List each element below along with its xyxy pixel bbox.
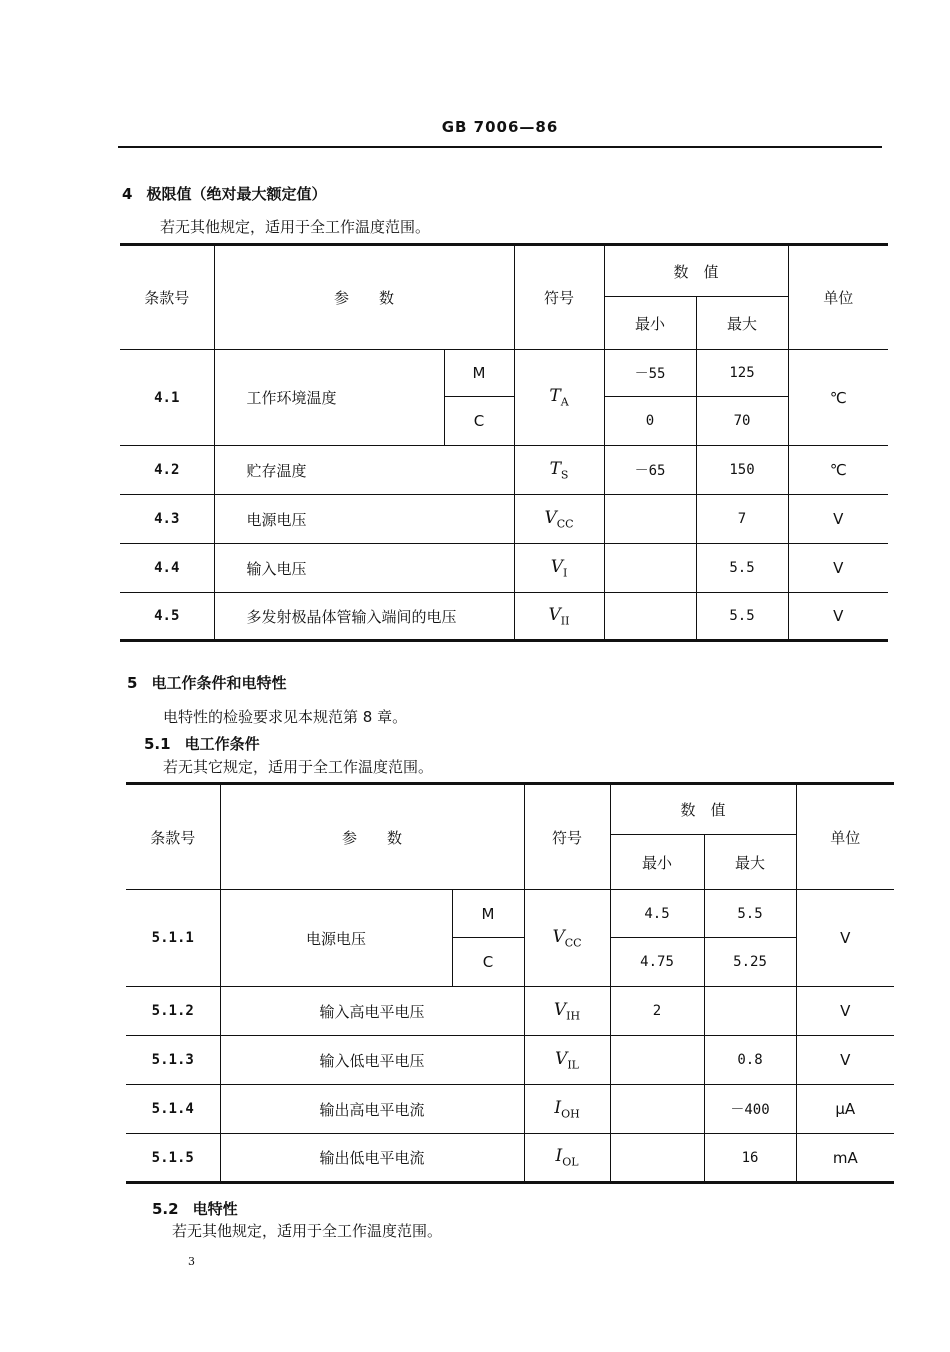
grade-c: C — [452, 938, 524, 987]
clause-cell: 5.1.2 — [126, 987, 220, 1036]
symbol-cell: $V_{II}$ — [514, 593, 604, 641]
section-5-2-heading — [152, 1198, 238, 1219]
table-row — [126, 987, 894, 1036]
unit-cell: V — [788, 544, 888, 593]
max-4-1-m: 125 — [696, 350, 788, 397]
param-cell: 输入电压 — [214, 544, 514, 593]
section-5-2-note: 若无其他规定，适用于全工作温度范围。 — [172, 1222, 443, 1240]
unit-cell: V — [796, 1036, 894, 1085]
section-5-2-title: 电特性 — [192, 1200, 238, 1218]
unit-cell: V — [788, 495, 888, 544]
symbol-4-1: $T_A$ — [514, 350, 604, 446]
max-cell: 5.5 — [696, 593, 788, 641]
section-5-title: 电工作条件和电特性 — [151, 674, 287, 692]
clause-cell: 5.1.5 — [126, 1134, 220, 1183]
unit-cell: mA — [796, 1134, 894, 1183]
header-clause: 条款号 — [120, 245, 214, 350]
section-5-1-title: 电工作条件 — [184, 735, 260, 753]
min-cell — [604, 593, 696, 641]
section-5-1-note: 若无其它规定，适用于全工作温度范围。 — [163, 758, 434, 776]
clause-cell: 4.3 — [120, 495, 214, 544]
param-4-1: 工作环境温度 — [214, 350, 444, 446]
min-5-1-1-m: 4.5 — [610, 890, 704, 938]
document-header: GB 7006—86 — [441, 118, 559, 136]
grade-c: C — [444, 397, 514, 446]
max-cell: 0.8 — [704, 1036, 796, 1085]
header-param: 参 数 — [214, 245, 514, 350]
section-5-number: 5 — [127, 674, 138, 692]
header-symbol: 符号 — [514, 245, 604, 350]
unit-cell: V — [796, 987, 894, 1036]
min-4-1-c: 0 — [604, 397, 696, 446]
header-min: 最小 — [610, 835, 704, 890]
min-4-1-m: －55 — [604, 350, 696, 397]
unit-5-1-1: V — [796, 890, 894, 987]
operating-conditions-table — [126, 782, 894, 1184]
section-4-title: 极限值（绝对最大额定值） — [146, 185, 327, 203]
max-cell: 150 — [696, 446, 788, 495]
table-row — [126, 1036, 894, 1085]
header-min: 最小 — [604, 297, 696, 350]
max-cell — [704, 987, 796, 1036]
table-row — [120, 446, 888, 495]
header-unit: 单位 — [796, 784, 894, 890]
max-5-1-1-m: 5.5 — [704, 890, 796, 938]
min-cell: 2 — [610, 987, 704, 1036]
param-cell: 输入高电平电压 — [220, 987, 524, 1036]
min-5-1-1-c: 4.75 — [610, 938, 704, 987]
section-5-1-heading — [144, 733, 260, 754]
table-row — [120, 495, 888, 544]
section-4-heading — [122, 183, 326, 204]
table-row — [120, 593, 888, 641]
param-cell: 输入低电平电压 — [220, 1036, 524, 1085]
header-symbol: 符号 — [524, 784, 610, 890]
grade-m: M — [452, 890, 524, 938]
param-cell: 多发射极晶体管输入端间的电压 — [214, 593, 514, 641]
symbol-cell: $V_{IL}$ — [524, 1036, 610, 1085]
min-cell — [610, 1085, 704, 1134]
clause-cell: 5.1.3 — [126, 1036, 220, 1085]
symbol-cell: $I_{OH}$ — [524, 1085, 610, 1134]
max-cell: 16 — [704, 1134, 796, 1183]
table-row — [126, 1134, 894, 1183]
max-cell: 5.5 — [696, 544, 788, 593]
section-5-1-number: 5.1 — [144, 735, 171, 753]
clause-cell: 5.1.4 — [126, 1085, 220, 1134]
section-5-2-number: 5.2 — [152, 1200, 179, 1218]
symbol-cell: $I_{OL}$ — [524, 1134, 610, 1183]
symbol-cell: $V_{IH}$ — [524, 987, 610, 1036]
table-row — [126, 1085, 894, 1134]
clause-4-1: 4.1 — [120, 350, 214, 446]
header-value: 数 值 — [604, 245, 788, 297]
unit-cell: V — [788, 593, 888, 641]
unit-4-1: ℃ — [788, 350, 888, 446]
header-max: 最大 — [704, 835, 796, 890]
max-4-1-c: 70 — [696, 397, 788, 446]
header-max: 最大 — [696, 297, 788, 350]
table-row — [120, 544, 888, 593]
min-cell — [604, 495, 696, 544]
min-cell — [604, 544, 696, 593]
param-cell: 贮存温度 — [214, 446, 514, 495]
header-unit: 单位 — [788, 245, 888, 350]
section-4-note: 若无其他规定，适用于全工作温度范围。 — [160, 218, 431, 236]
header-param: 参 数 — [220, 784, 524, 890]
clause-cell: 4.4 — [120, 544, 214, 593]
limits-table — [120, 243, 888, 642]
clause-5-1-1: 5.1.1 — [126, 890, 220, 987]
clause-cell: 4.2 — [120, 446, 214, 495]
max-5-1-1-c: 5.25 — [704, 938, 796, 987]
param-cell: 输出低电平电流 — [220, 1134, 524, 1183]
param-cell: 输出高电平电流 — [220, 1085, 524, 1134]
min-cell: －65 — [604, 446, 696, 495]
max-cell: －400 — [704, 1085, 796, 1134]
param-5-1-1: 电源电压 — [220, 890, 452, 987]
unit-cell: μA — [796, 1085, 894, 1134]
grade-m: M — [444, 350, 514, 397]
symbol-cell: $T_S$ — [514, 446, 604, 495]
unit-cell: ℃ — [788, 446, 888, 495]
section-5-intro: 电特性的检验要求见本规范第 8 章。 — [163, 708, 408, 726]
clause-cell: 4.5 — [120, 593, 214, 641]
section-4-number: 4 — [122, 185, 133, 203]
min-cell — [610, 1134, 704, 1183]
symbol-5-1-1: $V_{CC}$ — [524, 890, 610, 987]
header-value: 数 值 — [610, 784, 796, 835]
header-rule — [118, 146, 882, 148]
page-number: 3 — [188, 1255, 195, 1268]
symbol-cell: $V_{CC}$ — [514, 495, 604, 544]
section-5-heading — [127, 672, 286, 693]
param-cell: 电源电压 — [214, 495, 514, 544]
max-cell: 7 — [696, 495, 788, 544]
symbol-cell: $V_I$ — [514, 544, 604, 593]
min-cell — [610, 1036, 704, 1085]
header-clause: 条款号 — [126, 784, 220, 890]
